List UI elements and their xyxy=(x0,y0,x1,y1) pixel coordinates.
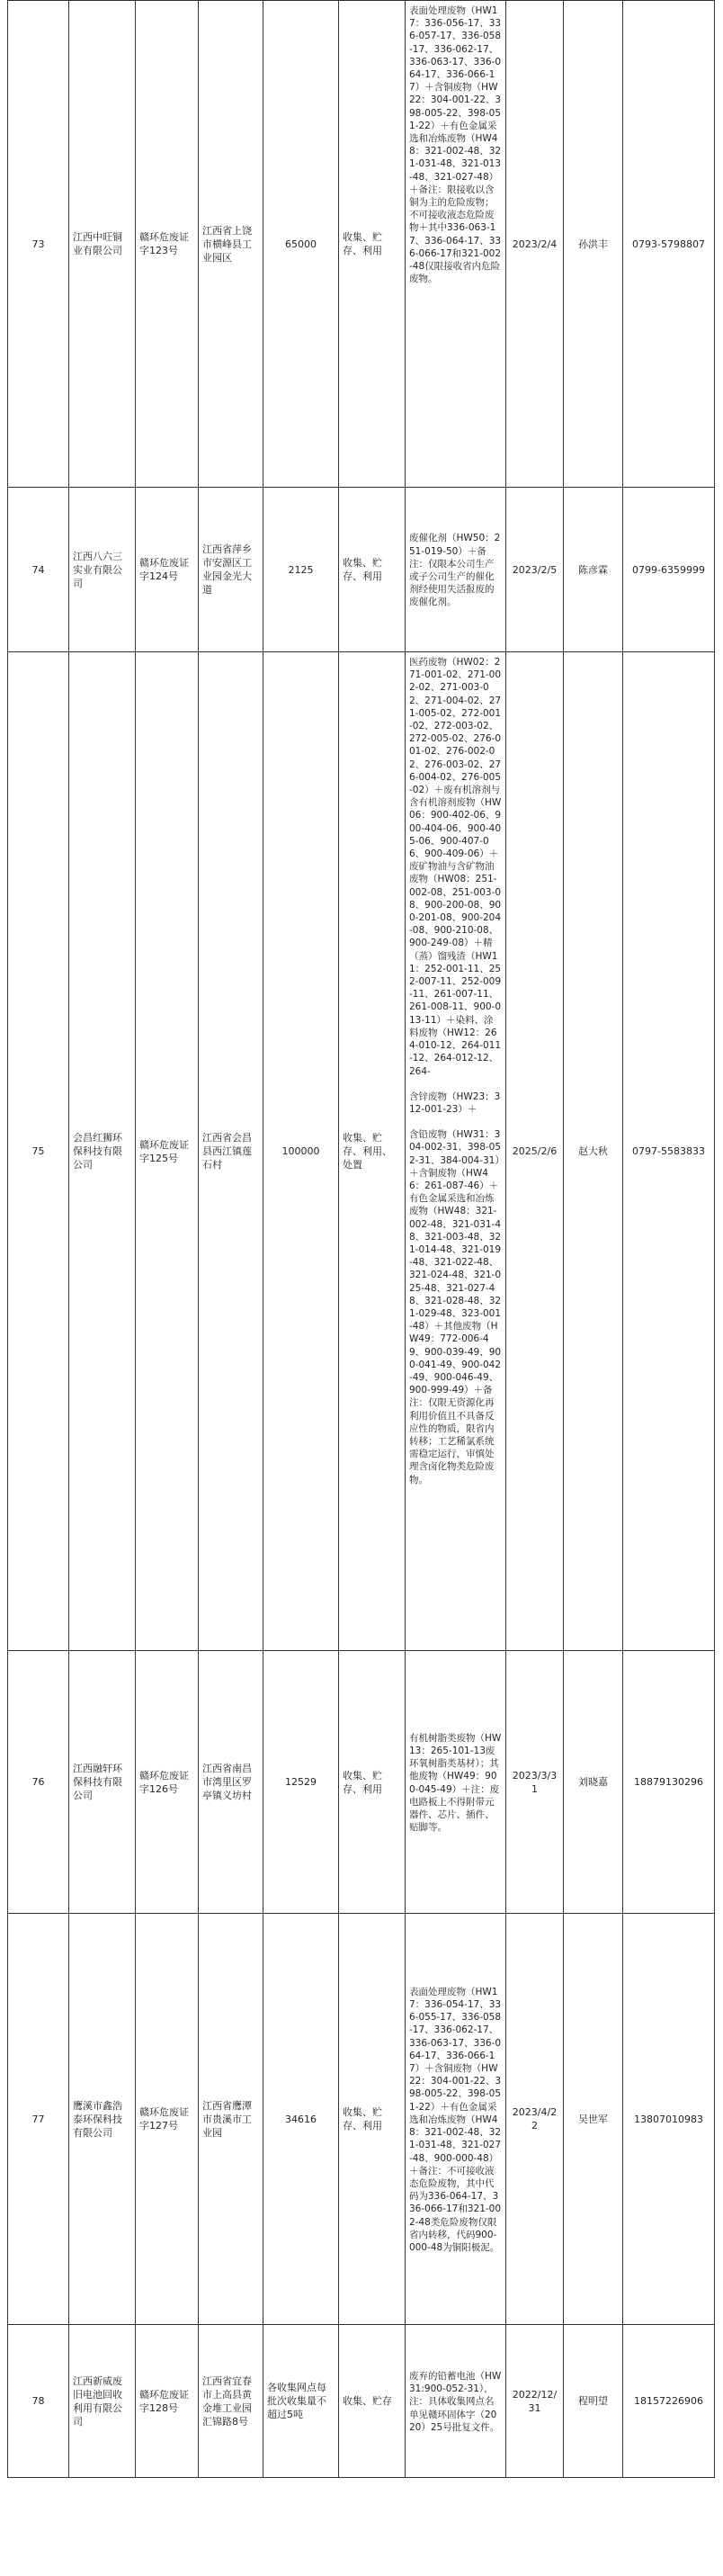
company-address: 江西省鹰潭市贵溪市工业园 xyxy=(199,1914,263,2325)
contact-phone: 18157226906 xyxy=(623,2325,715,2478)
expiry-date: 2023/4/22 xyxy=(506,1914,564,2325)
company-name: 会昌红狮环保科技有限公司 xyxy=(69,652,136,1651)
expiry-date: 2023/2/4 xyxy=(506,1,564,488)
expiry-date: 2025/2/6 xyxy=(506,652,564,1651)
business-mode: 收集、贮存、利用 xyxy=(339,1914,406,2325)
waste-text: 废弃的铅蓄电池（HW31:900-052-31），注：具体收集网点名单见赣环固体字（2020）25号批复文件。 xyxy=(409,2370,502,2433)
contact-phone: 13807010983 xyxy=(623,1914,715,2325)
row-number: 73 xyxy=(8,1,69,488)
waste-text: 表面处理废物（HW17：336-054-17、336-055-17、336-058-17、336-062-17、336-063-17、336-064-17、336-066-17）＋含铜废物（HW22：304-001-22、398-005-22、398-051-22）＋有色金属采选和冶炼废物（HW48：321-002-48、321-031-48、321-027-48、900-000-48）＋备注：不可接收液态危险废物，其中代码为336-064-17、336-066-17和321-002-48类危险废物仅限省内转移，代码900-000-48为铜阳极泥。 xyxy=(409,1986,502,2253)
contact-phone: 0799-6359999 xyxy=(623,488,715,652)
contact-person: 赵大秋 xyxy=(564,652,623,1651)
contact-phone: 18879130296 xyxy=(623,1651,715,1914)
capacity: 65000 xyxy=(263,1,339,488)
row-number: 75 xyxy=(8,652,69,1651)
contact-person: 程明望 xyxy=(564,2325,623,2478)
table-row xyxy=(8,2325,715,2478)
company-address: 江西省会昌县西江镇莲石村 xyxy=(199,652,263,1651)
waste-text: 废催化剂（HW50：251-019-50）＋备注：仅限本公司生产或子公司生产的催化剂经使用失活报废的废催化剂。 xyxy=(409,533,501,608)
license-number: 赣环危废证字127号 xyxy=(136,1914,199,2325)
capacity: 100000 xyxy=(263,652,339,1651)
expiry-date: 2023/3/31 xyxy=(506,1651,564,1914)
company-name: 江西融轩环保科技有限公司 xyxy=(69,1651,136,1914)
capacity: 34616 xyxy=(263,1914,339,2325)
contact-person: 刘晓嘉 xyxy=(564,1651,623,1914)
company-name: 鹰溪市鑫浩泰环保科技有限公司 xyxy=(69,1914,136,2325)
waste-categories xyxy=(406,488,506,652)
company-address: 江西省上饶市横峰县工业园区 xyxy=(199,1,263,488)
waste-categories xyxy=(406,1651,506,1914)
row-number: 74 xyxy=(8,488,69,652)
contact-person: 孙洪丰 xyxy=(564,1,623,488)
contact-person: 吴世军 xyxy=(564,1914,623,2325)
row-number: 77 xyxy=(8,1914,69,2325)
expiry-date: 2022/12/31 xyxy=(506,2325,564,2478)
license-number: 赣环危废证字125号 xyxy=(136,652,199,1651)
business-mode: 收集、贮存、利用 xyxy=(339,1,406,488)
waste-categories xyxy=(406,652,506,1651)
waste-text: 含锌废物（HW23：312-001-23）＋ xyxy=(409,1091,501,1115)
table-row xyxy=(8,1,715,488)
license-number: 赣环危废证字123号 xyxy=(136,1,199,488)
business-mode: 收集、贮存、利用、处置 xyxy=(339,652,406,1651)
table-row xyxy=(8,488,715,652)
waste-text: 表面处理废物（HW17：336-056-17、336-057-17、336-058-17、336-062-17、336-063-17、336-064-17、336-066-17）＋含铜废物（HW22：304-001-22、398-005-22、398-051-22）＋有色金属采选和冶炼废物（HW48：321-002-48、321-031-48、321-013-48、321-027-48）＋备注：限接收以含铜为主的危险废物；不可接收液态危险废物＋其中336-063-17、336-064-17、336-066-17和321-002-48仅限接收省内危险废物。 xyxy=(409,5,502,285)
company-name: 江西中旺铜业有限公司 xyxy=(69,1,136,488)
company-name: 江西八六三实业有限公司 xyxy=(69,488,136,652)
contact-phone: 0797-5583833 xyxy=(623,652,715,1651)
waste-categories xyxy=(406,2325,506,2478)
table-row xyxy=(8,1914,715,2325)
waste-text: 医药废物（HW02：271-001-02、271-002-02、271-003-02、271-004-02、271-005-02、272-001-02、272-003-02、272-005-02、276-001-02、276-002-02、276-003-02、276-004-02、276-005-02）＋废有机溶剂与含有机溶剂废物（HW06：900-402-06、900-404-06、900-405-06、900-407-06、900-409-06）＋废矿物油与含矿物油废物（HW08：251-002-08、251-003-08、900-200-08、900-201-08、900-204-08、900-210-08、900-249-08）＋精（蒸）馏残渣（HW11：252-001-11、252-007-11、252-009-11、261-007-11、261-008-11、900-013-11）＋染料、涂料废物（HW12：264-010-12、264-011-12、264-012-12、264- xyxy=(409,657,502,1077)
table-row xyxy=(8,1651,715,1914)
license-number: 赣环危废证字126号 xyxy=(136,1651,199,1914)
company-address: 江西省宜春市上高县黄金堆工业园汇锦路8号 xyxy=(199,2325,263,2478)
contact-person: 陈彦霖 xyxy=(564,488,623,652)
business-mode: 收集、贮存 xyxy=(339,2325,406,2478)
company-name: 江西新威废旧电池回收利用有限公司 xyxy=(69,2325,136,2478)
company-address: 江西省南昌市湾里区罗亭镇义坊村 xyxy=(199,1651,263,1914)
business-mode: 收集、贮存、利用 xyxy=(339,488,406,652)
waste-categories xyxy=(406,1914,506,2325)
waste-text: 含铅废物（HW31：304-002-31、398-052-31、384-004-31）＋含铜废物（HW46：261-087-46）＋有色金属采选和冶炼废物（HW48：321-002-48、321-031-48、321-003-48、321-014-48、321-019-48、321-022-48、321-024-48、321-025-48、321-027-48、321-028-48、321-029-48、323-001-48）＋其他废物（HW49：772-006-49、900-039-49、900-041-49、900-042-49、900-046-49、900-999-49）＋备注：仅限无资源化再利用价值且不具备反应性的物质，限省内转移；工艺稀氯系统需稳定运行，审慎处理含卤化物类危险废物。 xyxy=(409,1129,502,1485)
expiry-date: 2023/2/5 xyxy=(506,488,564,652)
capacity: 12529 xyxy=(263,1651,339,1914)
license-number: 赣环危废证字124号 xyxy=(136,488,199,652)
waste-text: 有机树脂类废物（HW13：265-101-13废环氧树脂类基材）；其他废物（HW49：900-045-49）＋注：废电路板上不得附带元器件、芯片、插件、贴脚等。 xyxy=(409,1732,502,1834)
contact-phone: 0793-5798807 xyxy=(623,1,715,488)
row-number: 76 xyxy=(8,1651,69,1914)
company-address: 江西省萍乡市安源区工业园金光大道 xyxy=(199,488,263,652)
waste-categories xyxy=(406,1,506,488)
capacity: 各收集网点每批次收集量不超过5吨 xyxy=(263,2325,339,2478)
license-number: 赣环危废证字128号 xyxy=(136,2325,199,2478)
table-row xyxy=(8,652,715,1651)
capacity: 2125 xyxy=(263,488,339,652)
row-number: 78 xyxy=(8,2325,69,2478)
hazardous-waste-license-table xyxy=(7,0,715,2478)
business-mode: 收集、贮存、利用 xyxy=(339,1651,406,1914)
